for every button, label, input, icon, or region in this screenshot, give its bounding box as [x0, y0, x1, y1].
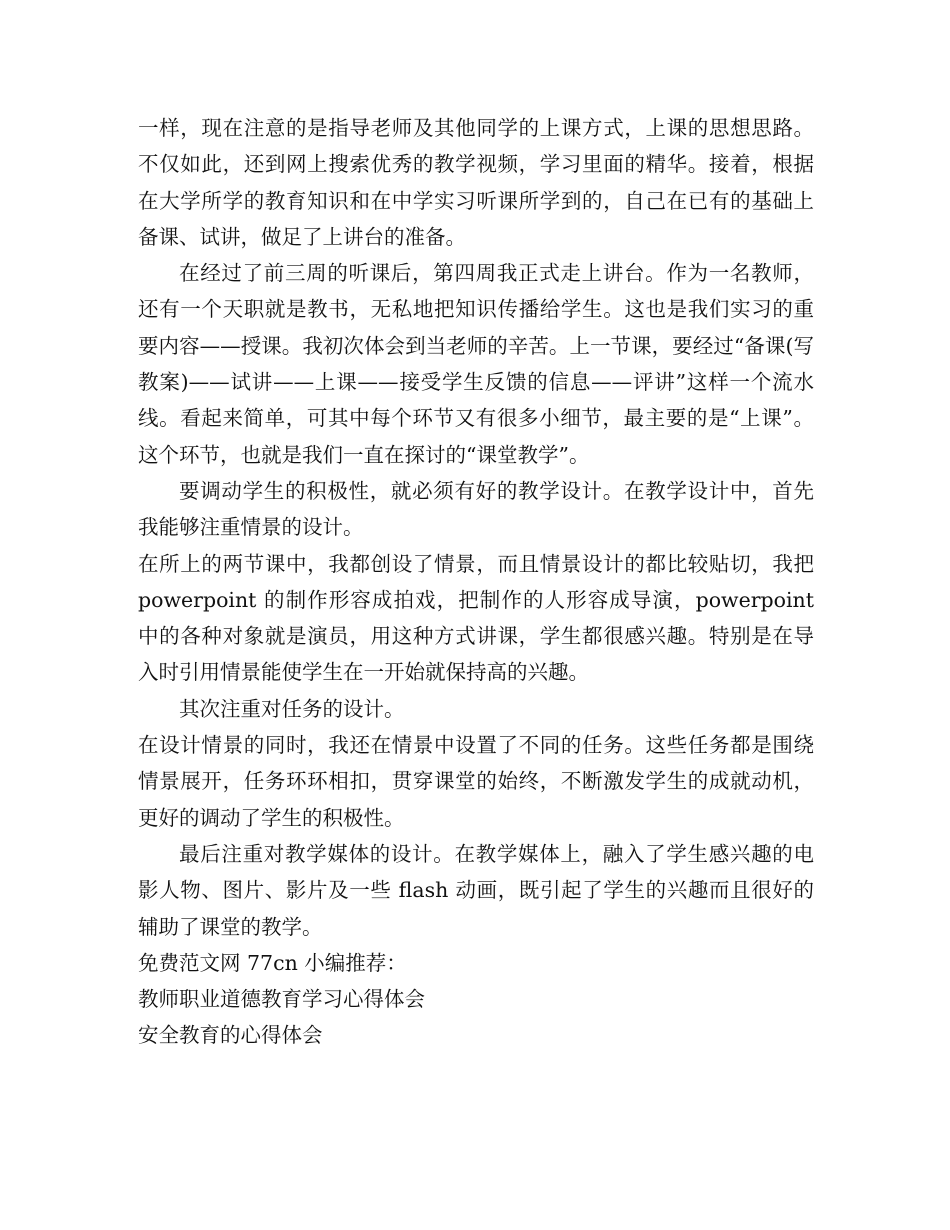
paragraph-4: 在所上的两节课中，我都创设了情景，而且情景设计的都比较贴切，我把 powerpoint 的制作形容成拍戏，把制作的人形容成导演，powerpoint 中的各种对象就是演员，用这种方式讲课，学生都很感兴趣。特别是在导入时引用情景能使学生在一开始就保持高的兴趣。 [138, 551, 814, 685]
paragraph-5: 其次注重对任务的设计。 [179, 696, 405, 721]
recommend-label: 免费范文网 77cn 小编推荐： [138, 950, 407, 975]
paragraph-3: 要调动学生的积极性，就必须有好的教学设计。在教学设计中，首先我能够注重情景的设计。 [138, 478, 814, 540]
paragraph-2: 在经过了前三周的听课后，第四周我正式走上讲台。作为一名教师，还有一个天职就是教书，无私地把知识传播给学生。这也是我们实习的重要内容——授课。我初次体会到当老师的辛苦。上一节课，要经过“备课(写教案)——试讲——上课——接受学生反馈的信息——评讲”这样一个流水线。看起来简单，可其中每个环节又有很多小细节，最主要的是“上课”。这个环节，也就是我们一直在探讨的“课堂教学”。 [138, 261, 814, 467]
paragraph-7: 最后注重对教学媒体的设计。在教学媒体上，融入了学生感兴趣的电影人物、图片、影片及一些 flash 动画，既引起了学生的兴趣而且很好的辅助了课堂的教学。 [138, 841, 814, 939]
recommended-link-safety-education[interactable]: 安全教育的心得体会 [138, 1023, 323, 1048]
document-body [138, 110, 814, 1054]
paragraph-6: 在设计情景的同时，我还在情景中设置了不同的任务。这些任务都是围绕情景展开，任务环环相扣，贯穿课堂的始终，不断激发学生的成就动机，更好的调动了学生的积极性。 [138, 733, 814, 830]
paragraph-1: 一样，现在注意的是指导老师及其他同学的上课方式，上课的思想思路。不仅如此，还到网上搜索优秀的教学视频，学习里面的精华。接着，根据在大学所学的教育知识和在中学实习听课所学到的，自己在已有的基础上备课、试讲，做足了上讲台的准备。 [138, 116, 814, 249]
recommended-link-teacher-ethics[interactable]: 教师职业道德教育学习心得体会 [138, 987, 425, 1012]
